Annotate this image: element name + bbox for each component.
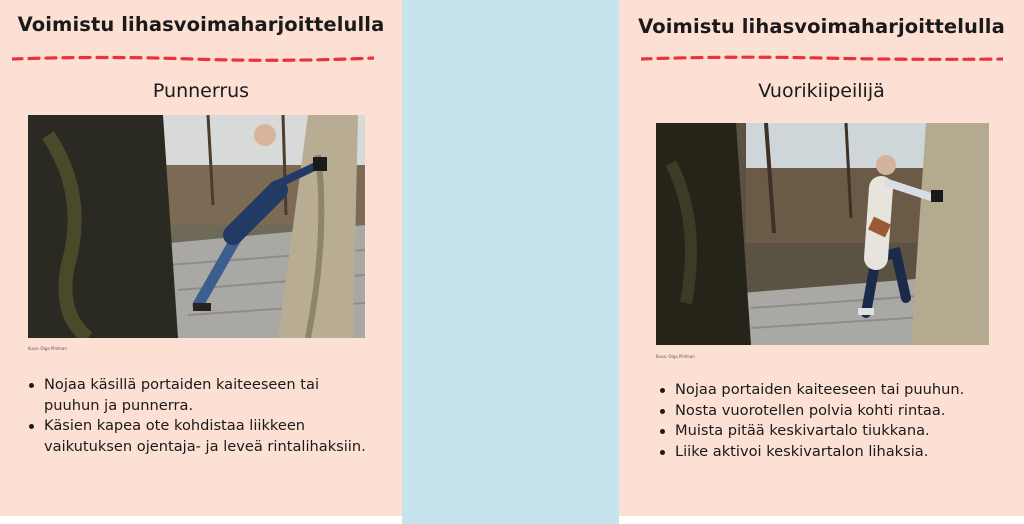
exercise-name: Vuorikiipeilijä xyxy=(758,80,885,102)
punnerrus-photo xyxy=(28,115,365,338)
instruction-list xyxy=(659,380,1014,462)
vuorikiipeilija-photo xyxy=(656,123,989,345)
list-item: Käsien kapea ote kohdistaa liikkeen vaikutuksen ojentaja- ja leveä rintalihaksiin. xyxy=(28,416,368,457)
card-title: Voimistu lihasvoimaharjoittelulla xyxy=(638,15,1005,38)
card-title: Voimistu lihasvoimaharjoittelulla xyxy=(17,13,385,36)
instruction-list xyxy=(28,375,368,457)
list-item: Muista pitää keskivartalo tiukkana. xyxy=(659,421,1014,442)
bottom-strip-left xyxy=(0,516,402,524)
list-item: Nosta vuorotellen polvia kohti rintaa. xyxy=(659,401,1014,422)
photo-credit: Kuva: Olga Pihlman xyxy=(28,346,67,351)
exercise-card-vuorikiipeilija xyxy=(619,0,1024,516)
bottom-strip-right xyxy=(619,516,1024,524)
red-dashed-divider xyxy=(641,54,1003,64)
list-item: Liike aktivoi keskivartalon lihaksia. xyxy=(659,442,1014,463)
list-item: Nojaa käsillä portaiden kaiteeseen tai puuhun ja punnerra. xyxy=(28,375,368,416)
exercise-name: Punnerrus xyxy=(152,80,250,102)
photo-credit: Kuva: Olga Pihlman xyxy=(656,354,695,359)
list-item: Nojaa portaiden kaiteeseen tai puuhun. xyxy=(659,380,1014,401)
exercise-card-punnerrus xyxy=(0,0,402,516)
red-dashed-divider xyxy=(12,54,374,64)
